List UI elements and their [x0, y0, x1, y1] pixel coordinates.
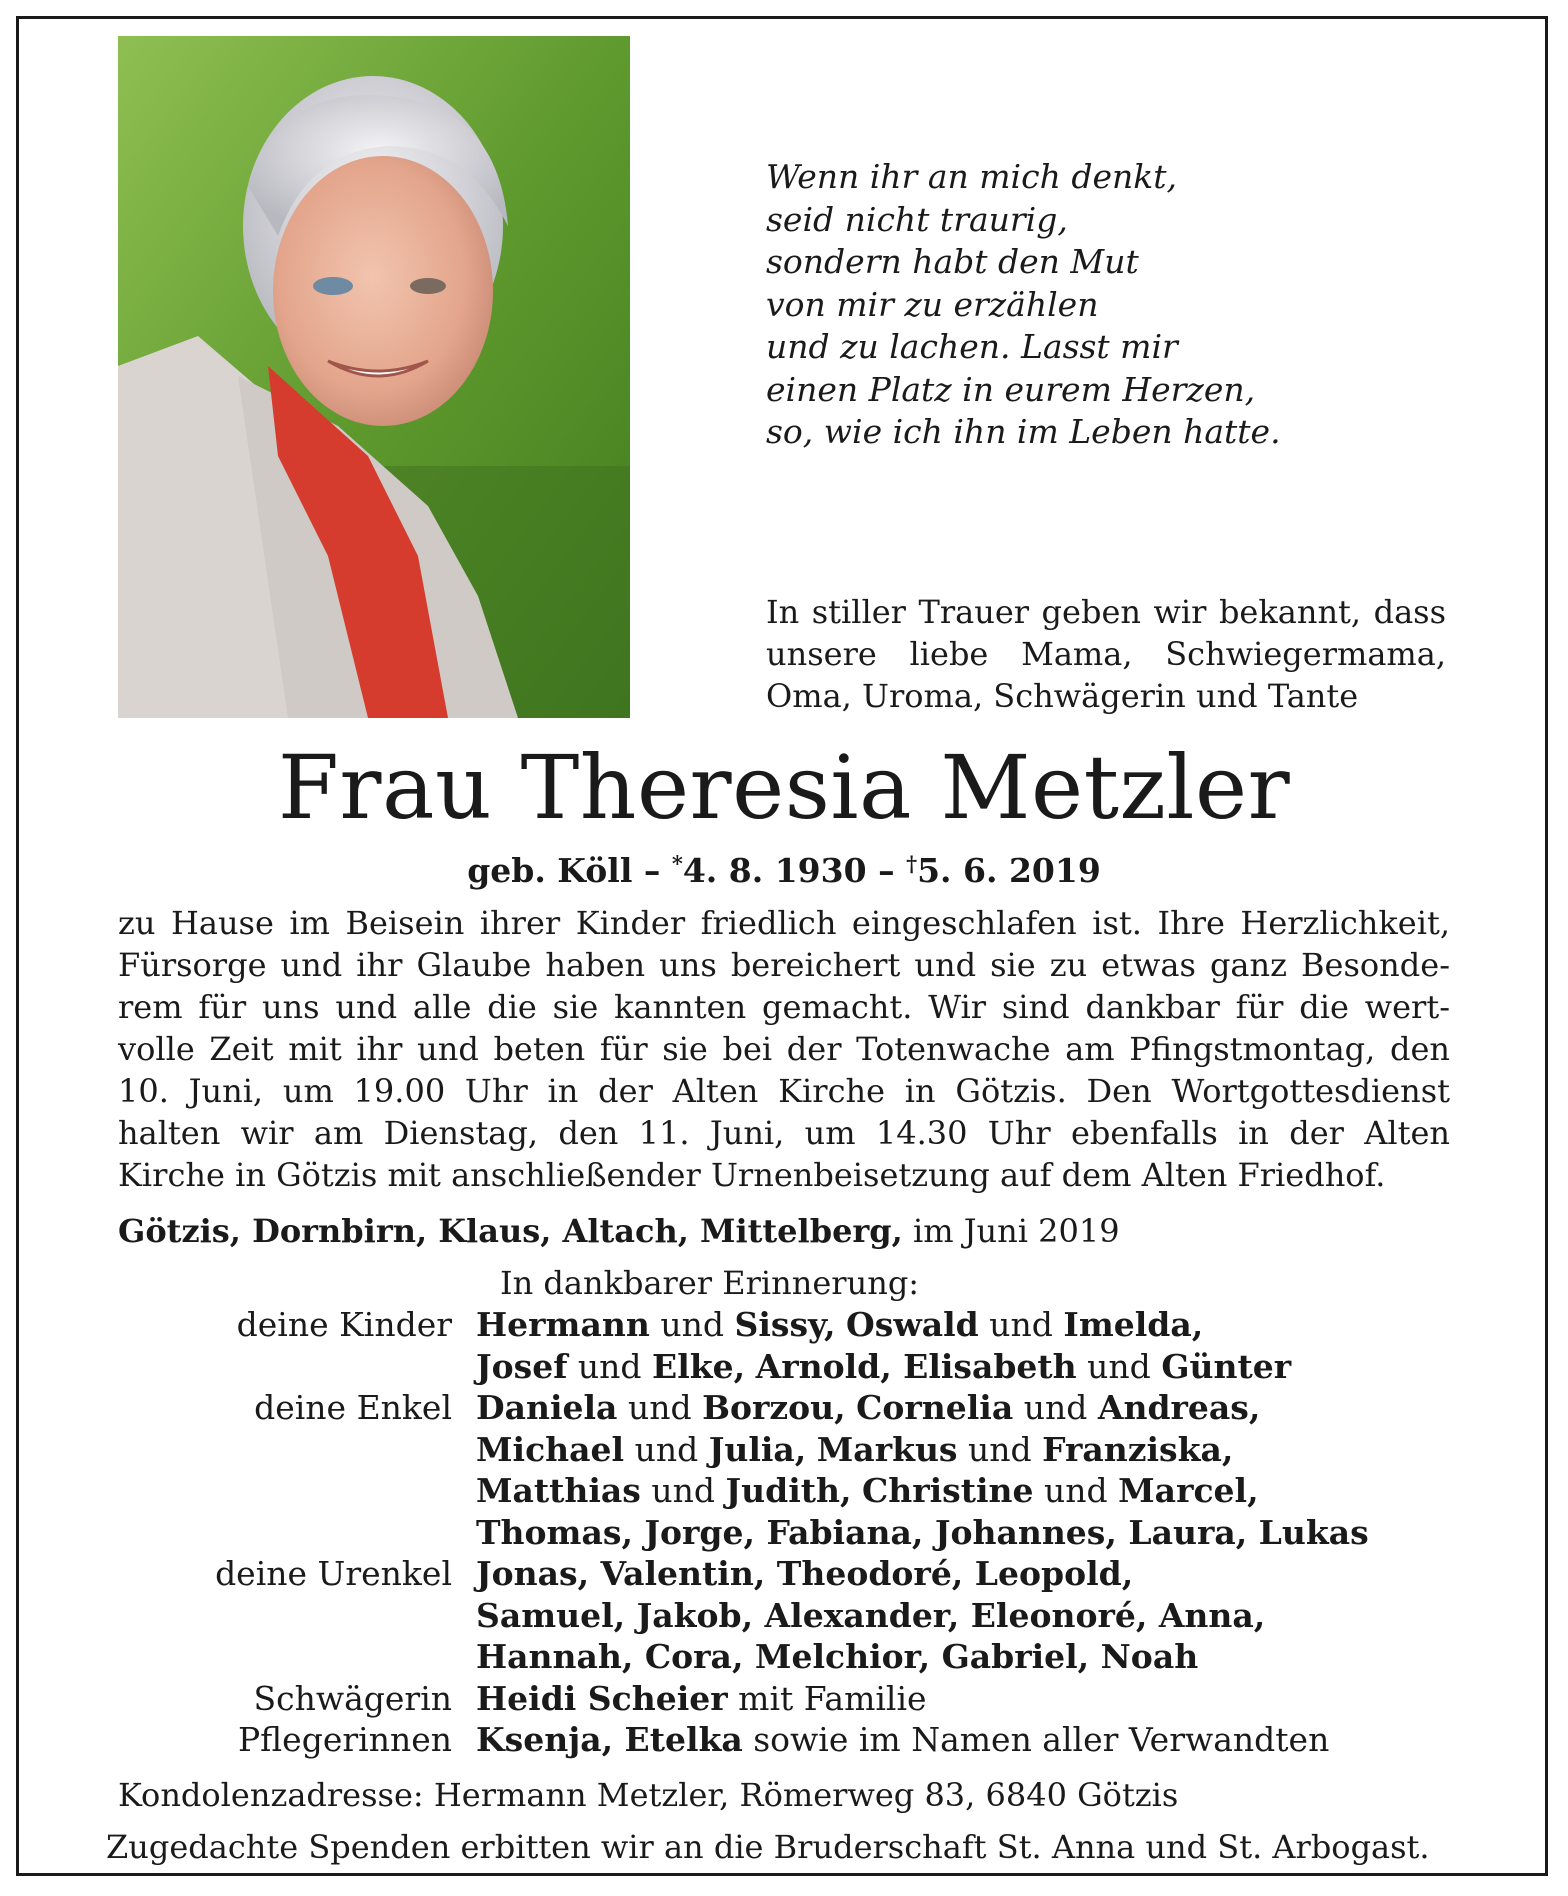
person-name: Heidi Scheier	[476, 1678, 728, 1718]
family-list	[0, 1304, 1568, 1761]
person-name: Christine	[861, 1471, 1034, 1510]
poem-line: einen Platz in eurem Herzen,	[766, 369, 1256, 409]
names-line	[476, 1719, 1329, 1761]
poem-line: Wenn ihr an mich denkt,	[766, 157, 1177, 196]
group-label: deine Urenkel	[215, 1554, 452, 1593]
body-line: Kirche in Götzis mit anschließender Urnenbeisetzung auf dem Alten Friedhof.	[118, 1156, 1386, 1194]
person-name: Andreas,	[1097, 1388, 1261, 1427]
connector: und	[651, 1471, 716, 1510]
thanks-heading: In dankbarer Erinnerung:	[500, 1264, 920, 1302]
names-line	[476, 1553, 1265, 1595]
family-group-schwaegerin	[0, 1678, 1568, 1720]
person-name: Josef	[476, 1346, 568, 1386]
life-dates	[0, 850, 1568, 892]
connector: und	[660, 1305, 724, 1344]
connector: und	[634, 1429, 699, 1469]
connector: und	[577, 1346, 642, 1386]
names-line	[476, 1304, 1291, 1346]
body-line: 10. Juni, um 19.00 Uhr in der Alten Kirche in Götzis. Den Wortgottesdienst	[118, 1072, 1450, 1110]
poem-line: seid nicht traurig,	[766, 199, 1068, 239]
portrait-photo	[118, 36, 630, 718]
person-name: Ksenja, Etelka	[476, 1720, 743, 1759]
deceased-name: Frau Theresia Metzler	[277, 736, 1291, 839]
family-group-kinder	[0, 1304, 1568, 1387]
person-name: Arnold, Elisabeth	[755, 1346, 1077, 1386]
person-name: Hermann	[476, 1305, 650, 1344]
poem-line: und zu lachen. Lasst mir	[766, 327, 1178, 366]
death-date: 5. 6. 2019	[917, 851, 1101, 890]
group-names	[476, 1387, 1369, 1553]
poem-line: so, wie ich ihn im Leben hatte.	[766, 412, 1281, 451]
person-name: Günter	[1161, 1346, 1292, 1386]
connector: und	[1044, 1471, 1108, 1510]
names-line	[476, 1429, 1369, 1471]
birth-symbol: *	[671, 851, 683, 876]
names-line	[476, 1678, 927, 1720]
maiden-name: geb. Köll	[467, 851, 633, 890]
names-line	[476, 1595, 1265, 1637]
family-group-pflegerinnen	[0, 1719, 1568, 1761]
announcement-body	[118, 902, 1450, 1196]
group-label: Pflegerinnen	[237, 1720, 452, 1759]
poem	[766, 156, 1486, 454]
poem-line: von mir zu erzählen	[766, 284, 1099, 324]
condolence-address: Kondolenzadresse: Hermann Metzler, Römerweg 83, 6840 Götzis	[118, 1776, 1179, 1814]
family-group-enkel	[0, 1387, 1568, 1553]
poem-line: sondern habt den Mut	[766, 242, 1139, 281]
person-name: Samuel, Jakob, Alexander, Eleonoré, Anna,	[476, 1595, 1266, 1635]
person-name: Hannah, Cora, Melchior, Gabriel, Noah	[476, 1637, 1199, 1676]
person-name: Markus	[816, 1429, 958, 1469]
connector: und	[989, 1305, 1053, 1344]
names-line	[476, 1636, 1265, 1678]
donation-note: Zugedachte Spenden erbitten wir an die Bruderschaft St. Anna und St. Arbogast.	[106, 1828, 1430, 1866]
person-name: Elke,	[652, 1346, 746, 1386]
body-line: volle Zeit mit ihr und beten für sie bei der Totenwache am Pfingstmontag, den	[118, 1030, 1450, 1068]
death-symbol: †	[906, 851, 918, 876]
person-name: Julia,	[708, 1429, 807, 1469]
group-names	[476, 1553, 1265, 1678]
birth-date: 4. 8. 1930	[682, 851, 867, 890]
dash: –	[878, 851, 895, 890]
person-name: Matthias	[476, 1471, 641, 1510]
connector: und	[968, 1429, 1032, 1469]
person-name: Borzou,	[702, 1388, 846, 1427]
person-name: Marcel,	[1118, 1471, 1259, 1510]
person-name: Michael	[476, 1429, 625, 1469]
body-line: halten wir am Dienstag, den 11. Juni, um 14.30 Uhr ebenfalls in der Alten	[118, 1114, 1450, 1152]
group-names	[476, 1678, 927, 1720]
group-label: Schwägerin	[253, 1678, 452, 1718]
person-name: Oswald	[846, 1305, 979, 1344]
connector: und	[627, 1388, 692, 1427]
person-name: Judith,	[725, 1471, 852, 1510]
announcement-intro: In stiller Trauer geben wir bekannt, dass unsere liebe Mama, Schwiegermama, Oma, Uroma, Schwägerin und Tante	[766, 593, 1446, 715]
names-line	[476, 1387, 1369, 1429]
person-name: Thomas, Jorge, Fabiana, Johannes, Laura, Lukas	[476, 1512, 1369, 1552]
connector: und	[1023, 1388, 1088, 1427]
person-name: Daniela	[476, 1388, 618, 1427]
names-line	[476, 1346, 1291, 1388]
body-line: zu Hause im Beisein ihrer Kinder friedlich eingeschlafen ist. Ihre Herzlichkeit,	[118, 904, 1450, 942]
group-names	[476, 1719, 1329, 1761]
body-line: Fürsorge und ihr Glaube haben uns bereichert und sie zu etwas ganz Besonde-	[118, 946, 1450, 984]
group-label: deine Enkel	[254, 1388, 452, 1427]
group-note: sowie im Namen aller Verwandten	[753, 1720, 1330, 1759]
person-name: Imelda,	[1063, 1305, 1204, 1344]
group-label: deine Kinder	[236, 1305, 452, 1344]
person-name: Cornelia	[856, 1388, 1014, 1427]
family-group-urenkel	[0, 1553, 1568, 1678]
body-line: rem für uns und alle die sie kannten gemacht. Wir sind dankbar für die wert-	[118, 988, 1450, 1026]
group-note: mit Familie	[738, 1678, 927, 1718]
names-line	[476, 1512, 1369, 1554]
person-name: Franziska,	[1042, 1429, 1234, 1469]
person-name: Jonas, Valentin, Theodoré, Leopold,	[476, 1554, 1134, 1593]
person-name: Sissy,	[734, 1305, 836, 1344]
towns: Götzis, Dornbirn, Klaus, Altach, Mittelberg,	[118, 1212, 903, 1250]
month-year: im Juni 2019	[912, 1212, 1120, 1250]
group-names	[476, 1304, 1291, 1387]
names-line	[476, 1470, 1369, 1512]
place-and-date	[118, 1210, 1450, 1252]
dash: –	[643, 851, 661, 890]
connector: und	[1087, 1346, 1151, 1386]
